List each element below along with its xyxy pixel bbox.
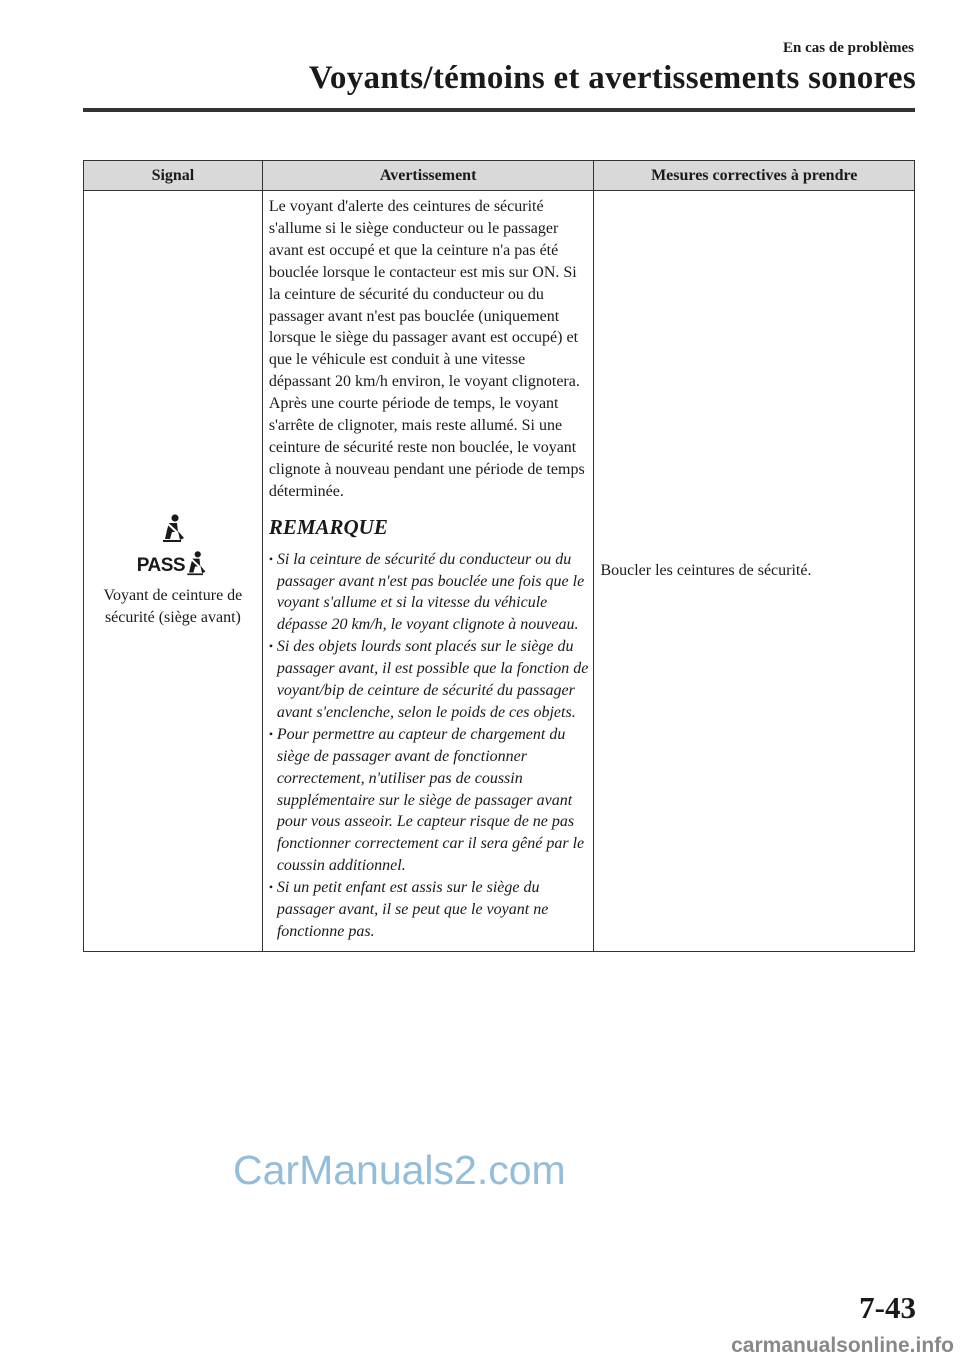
remark-list (269, 549, 590, 943)
warning-text: Le voyant d'alerte des ceintures de sécurité s'allume si le siège conducteur ou le passager avant est occupé et que la ceinture n'a pas été bouclée lorsque le contacteur est mis sur ON. Si la ceinture de sécurité du conducteur ou du passager avant n'est pas bouclée (uniquement lorsque le siège du passager avant est occupé) et que le véhicule est conduit à une vitesse dépassant 20 km/h environ, le voyant clignotera. Après une courte période de temps, le voyant s'arrête de clignoter, mais reste allumé. Si une ceinture de sécurité reste non bouclée, le voyant clignote à nouveau pendant une période de temps déterminée. (268, 198, 585, 500)
signal-cell (84, 191, 263, 952)
footer-site: carmanualsonline.info (731, 1334, 954, 1357)
remark-item: • Pour permettre au capteur de chargement du siège de passager avant de fonctionner correctement, n'utiliser pas de coussin supplémentaire sur le siège de passager avant pour vous asseoir. Le capteur risque de ne pas fonctionner correctement car il sera gêné par le coussin additionnel. (269, 724, 590, 877)
action-text: Boucler les ceintures de sécurité. (600, 562, 812, 579)
warning-light-table (83, 160, 915, 952)
signal-label: Voyant de ceinture de sécurité (siège avant) (103, 587, 243, 626)
page-number: 7-43 (859, 1290, 916, 1325)
remark-item: • Si la ceinture de sécurité du conducteur ou du passager avant n'est pas bouclée une fois que le voyant s'allume et si la vitesse du véhicule dépasse 20 km/h, le voyant clignote à nouveau. (269, 549, 590, 637)
header-warning: Avertissement (262, 161, 594, 191)
section-label: En cas de problèmes (783, 40, 914, 56)
header-action: Mesures correctives à prendre (594, 161, 915, 191)
warning-cell (262, 191, 594, 952)
remark-title: REMARQUE (268, 514, 388, 539)
table-header-row (84, 161, 915, 191)
pass-seatbelt-warning-icon (137, 549, 209, 577)
pass-label: PASS (136, 555, 186, 577)
chapter-title: Voyants/témoins et avertissements sonores (308, 60, 916, 96)
signal-icons (88, 513, 258, 577)
header-signal: Signal (84, 161, 263, 191)
action-cell (594, 191, 915, 952)
remark-item: • Si un petit enfant est assis sur le siège du passager avant, il se peut que le voyant ne fonctionne pas. (269, 877, 590, 943)
seatbelt-icon (183, 549, 209, 577)
remark-item: • Si des objets lourds sont placés sur le siège du passager avant, il est possible que la fonction de voyant/bip de ceinture de sécurité du passager avant s'enclenche, selon le poids de ces objets. (269, 636, 590, 724)
seatbelt-warning-icon (158, 513, 188, 543)
header-rule (83, 108, 915, 112)
watermark: CarManuals2.com (233, 1147, 566, 1193)
table-row (84, 191, 915, 952)
